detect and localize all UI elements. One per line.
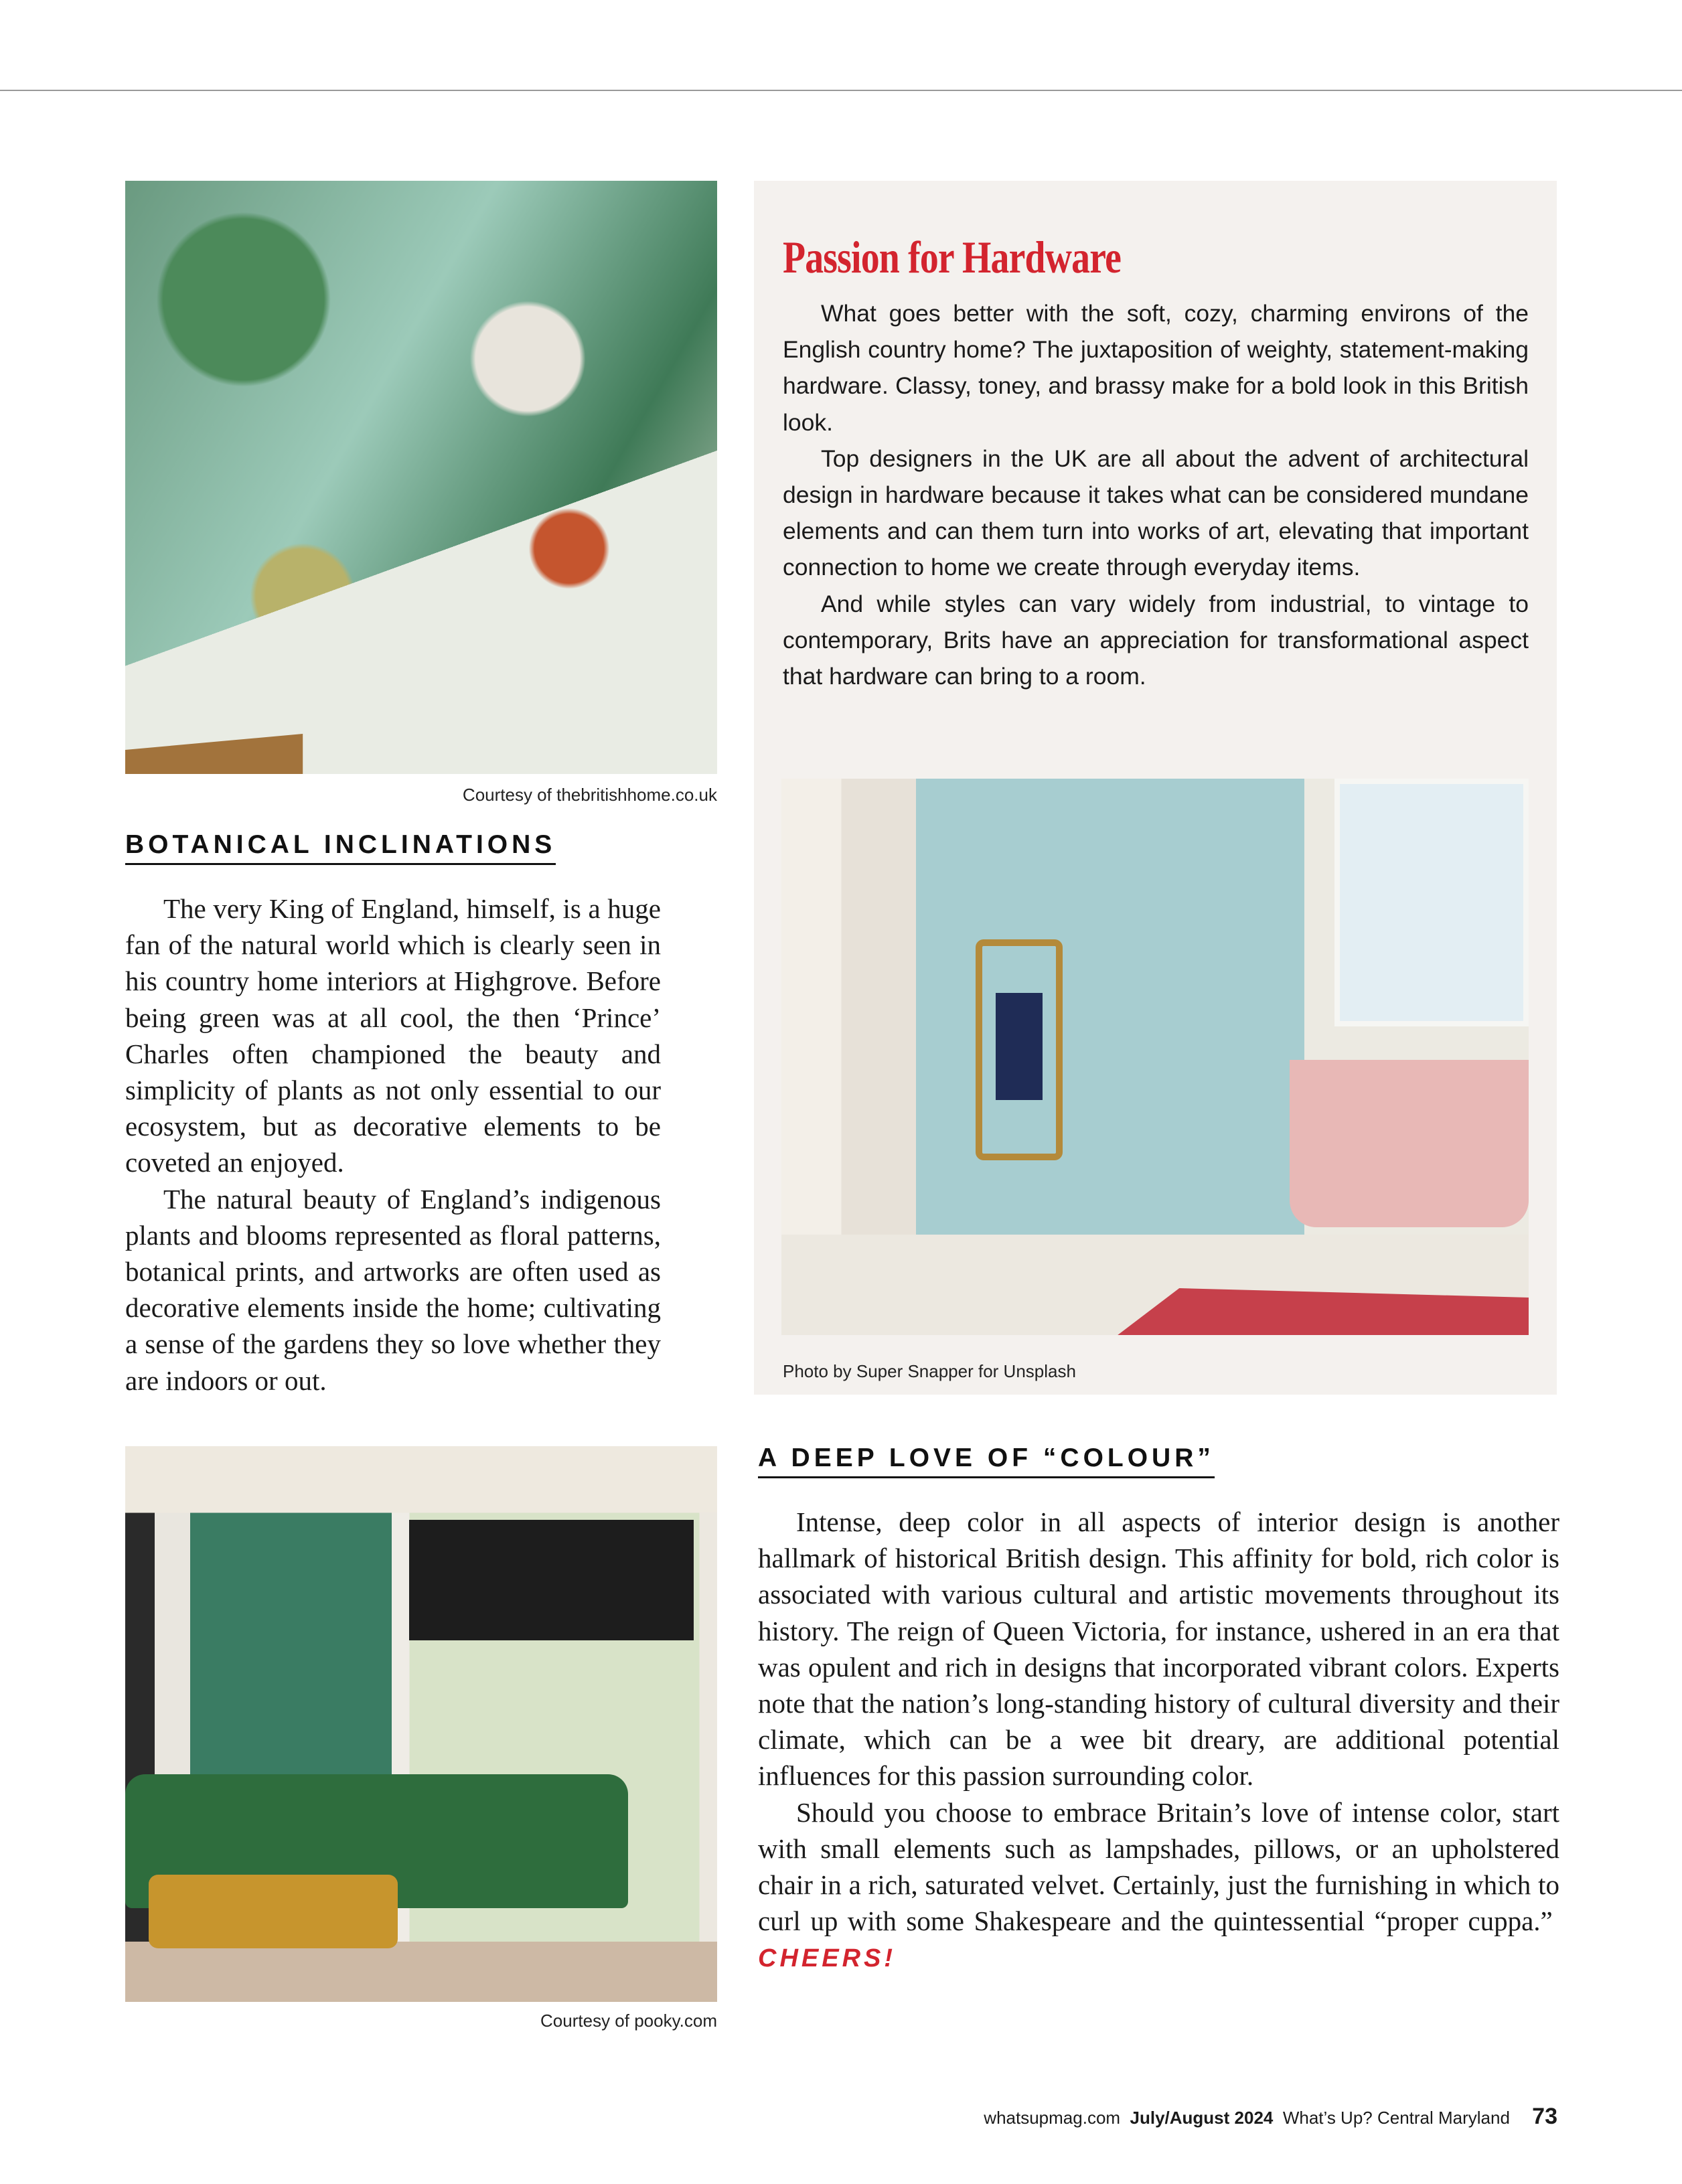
paragraph: Should you choose to embrace Britain’s love of intense color, start with small elements such as lampshades, pillows, or an upholstered chair in a rich, saturated velvet. Certainly, just the furnishing in which to curl up with some Shakespeare and the quintessential “proper cuppa.” CHEERS! xyxy=(758,1796,1559,1973)
publication-name: What’s Up? Central Maryland xyxy=(1282,2108,1510,2128)
photo-credit: Courtesy of thebritishhome.co.uk xyxy=(462,785,717,805)
page-footer xyxy=(984,2104,1557,2130)
botanical-body xyxy=(125,890,661,1399)
paragraph: What goes better with the soft, cozy, charming environs of the English country home? The juxtaposition of weighty, statement-making hardware. Classy, toney, and brassy make for a bold look in this British look. xyxy=(783,300,1529,436)
photo-credit: Photo by Super Snapper for Unsplash xyxy=(783,1361,1076,1381)
signoff: CHEERS! xyxy=(758,1944,897,1973)
ottoman xyxy=(149,1875,397,1948)
section-heading: A DEEP LOVE OF “COLOUR” xyxy=(758,1444,1215,1478)
paragraph: Top designers in the UK are all about the advent of architectural design in hardware because it takes what can be considered mundane elements and can them turn into works of art, elevating that important connection to home we create through everyday items. xyxy=(783,445,1529,581)
brass-radiator xyxy=(976,939,1063,1160)
rug xyxy=(125,1942,717,2002)
section-heading: BOTANICAL INCLINATIONS xyxy=(125,830,556,865)
paragraph: The very King of England, himself, is a huge fan of the natural world which is clearly seen in his country home interiors at Highgrove. Before being green was at all cool, the then ‘Prince’ Charles often championed the beauty and simplicity of plants as not only essential to our ecosystem, but as decorative elements to be coveted an enjoyed. xyxy=(125,893,661,1178)
page-number: 73 xyxy=(1532,2104,1557,2129)
paragraph: Intense, deep color in all aspects of interior design is another hallmark of historical British design. This affinity for bold, rich color is associated with various cultural and artistic movements throughout its history. The reign of Queen Victoria, for instance, ushered in an era that was opulent and rich in designs that incorporated vibrant colors. Experts note that the nation’s long-standing history of cultural diversity and their climate, which can be a wee bit dreary, are additional potential influences for this passion surrounding color. xyxy=(758,1506,1559,1792)
paragraph: The natural beauty of England’s indigenous plants and blooms represented as floral patterns, botanical prints, and artworks are often used as decorative elements inside the home; cultivating a sense of the gardens they so love whether they are indoors or out. xyxy=(125,1183,661,1396)
window-blind xyxy=(409,1520,693,1640)
window xyxy=(1334,779,1529,1026)
top-rule xyxy=(0,90,1682,91)
issue-date: July/August 2024 xyxy=(1130,2108,1274,2128)
colour-body xyxy=(758,1504,1559,1977)
photo-credit: Courtesy of pooky.com xyxy=(540,2011,717,2031)
bathroom-photo xyxy=(781,779,1529,1335)
botanical-wallpaper-photo xyxy=(125,181,717,774)
bathtub xyxy=(1290,1060,1529,1227)
sidebar-body xyxy=(783,295,1529,694)
paragraph: And while styles can vary widely from industrial, to vintage to contemporary, Brits have an appreciation for transformational aspect that hardware can bring to a room. xyxy=(783,590,1529,690)
living-room-photo xyxy=(125,1446,717,2002)
sidebar-title: Passion for Hardware xyxy=(783,232,1122,283)
site-link[interactable]: whatsupmag.com xyxy=(984,2108,1121,2128)
